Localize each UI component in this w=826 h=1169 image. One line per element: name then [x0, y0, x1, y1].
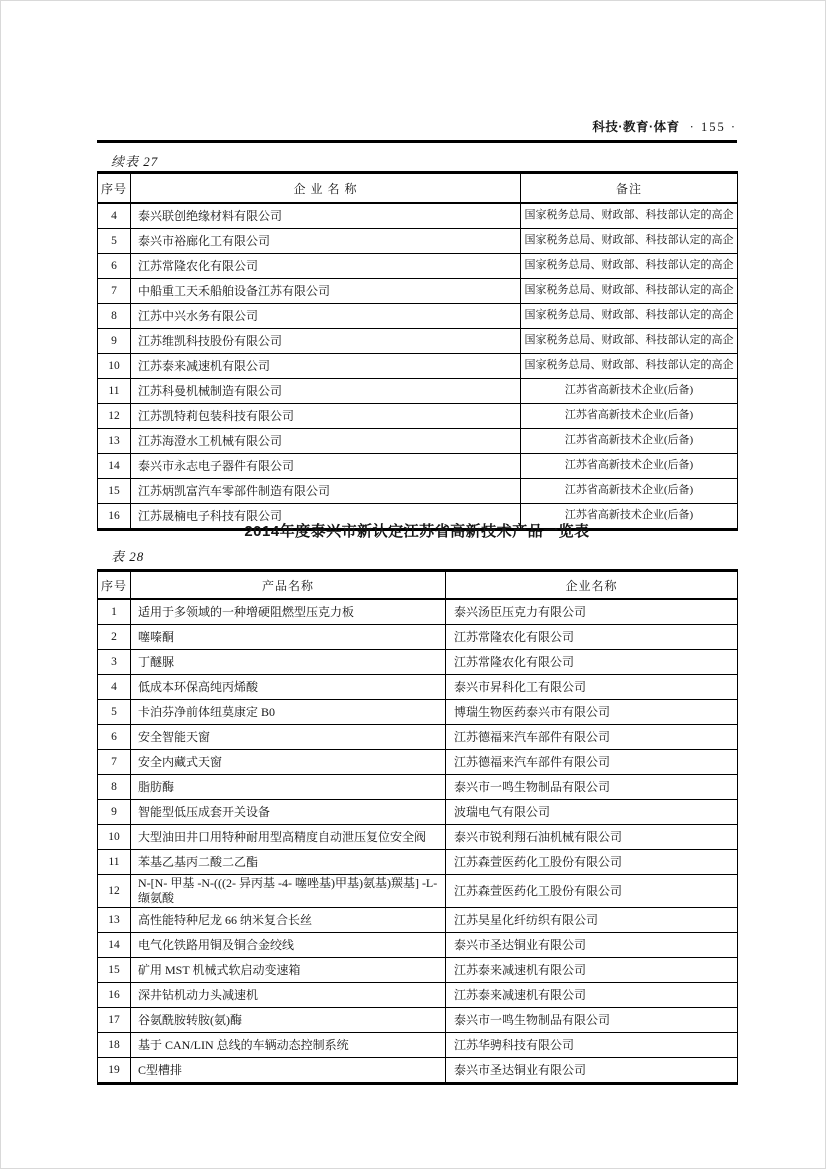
table-cell: 江苏中兴水务有限公司	[131, 304, 521, 329]
table-cell: 江苏泰来减速机有限公司	[446, 983, 738, 1008]
table-cell: 6	[98, 725, 131, 750]
table-cell: 博瑞生物医药泰兴市有限公司	[446, 700, 738, 725]
table-row	[98, 933, 738, 958]
table27-caption: 续表 27	[111, 154, 159, 169]
table-cell: 江苏华骋科技有限公司	[446, 1033, 738, 1058]
table-cell: 11	[98, 379, 131, 404]
table-cell: 江苏省高新技术企业(后备)	[521, 404, 738, 429]
table-cell: 国家税务总局、财政部、科技部认定的高企	[521, 203, 738, 229]
page-number: · 155 ·	[689, 120, 737, 134]
product-table	[97, 569, 738, 1085]
table-row	[98, 700, 738, 725]
table-cell: 4	[98, 203, 131, 229]
table-cell: 江苏海澄水工机械有限公司	[131, 429, 521, 454]
table-cell: 泰兴市锐利翔石油机械有限公司	[446, 825, 738, 850]
table-cell: 泰兴市永志电子器件有限公司	[131, 454, 521, 479]
table-cell: 电气化铁路用铜及铜合金绞线	[131, 933, 446, 958]
table-row	[98, 875, 738, 908]
table-row	[98, 229, 738, 254]
table-cell: 10	[98, 825, 131, 850]
table-cell: 泰兴市圣达铜业有限公司	[446, 1058, 738, 1084]
column-header: 企业名称	[446, 571, 738, 600]
table-cell: 矿用 MST 机械式软启动变速箱	[131, 958, 446, 983]
table-cell: 脂肪酶	[131, 775, 446, 800]
table-row	[98, 908, 738, 933]
table-cell: 6	[98, 254, 131, 279]
header-rule	[97, 140, 737, 143]
table-row	[98, 850, 738, 875]
table-cell: 江苏省高新技术企业(后备)	[521, 454, 738, 479]
column-header: 企 业 名 称	[131, 173, 521, 204]
table-cell: 14	[98, 454, 131, 479]
column-header: 序号	[98, 571, 131, 600]
table-cell: 适用于多领域的一种增硬阻燃型压克力板	[131, 599, 446, 625]
section-heading: 2014年度泰兴市新认定江苏省高新技术产品一览表	[244, 523, 590, 540]
table-row	[98, 675, 738, 700]
table-cell: 苯基乙基丙二酸二乙酯	[131, 850, 446, 875]
table-header-row	[98, 173, 738, 204]
table-cell: 15	[98, 479, 131, 504]
table-cell: 卡泊芬净前体纽莫康定 B0	[131, 700, 446, 725]
table-row	[98, 329, 738, 354]
column-header: 备注	[521, 173, 738, 204]
table-cell: 泰兴汤臣压克力有限公司	[446, 599, 738, 625]
table-cell: 安全内藏式天窗	[131, 750, 446, 775]
table-cell: 江苏省高新技术企业(后备)	[521, 429, 738, 454]
table-cell: 大型油田井口用特种耐用型高精度自动泄压复位安全阀	[131, 825, 446, 850]
table-row	[98, 775, 738, 800]
table-cell: 中船重工天禾船舶设备江苏有限公司	[131, 279, 521, 304]
table-cell: 7	[98, 750, 131, 775]
table-row	[98, 599, 738, 625]
table-row	[98, 825, 738, 850]
column-header: 产品名称	[131, 571, 446, 600]
table-cell: 泰兴市一鸣生物制品有限公司	[446, 1008, 738, 1033]
table-cell: 11	[98, 850, 131, 875]
table-cell: 江苏森萱医药化工股份有限公司	[446, 875, 738, 908]
table-cell: 江苏昊星化纤纺织有限公司	[446, 908, 738, 933]
table-cell: 江苏维凯科技股份有限公司	[131, 329, 521, 354]
table-cell: 江苏常隆农化有限公司	[446, 650, 738, 675]
table-cell: 高性能特种尼龙 66 纳米复合长丝	[131, 908, 446, 933]
table-row	[98, 625, 738, 650]
table-cell: 丁醚脲	[131, 650, 446, 675]
table-cell: 江苏省高新技术企业(后备)	[521, 379, 738, 404]
table-row	[98, 304, 738, 329]
table-cell: 9	[98, 800, 131, 825]
table-cell: 泰兴市昇科化工有限公司	[446, 675, 738, 700]
table-cell: 15	[98, 958, 131, 983]
table-cell: 4	[98, 675, 131, 700]
table-cell: 江苏常隆农化有限公司	[446, 625, 738, 650]
table-cell: 7	[98, 279, 131, 304]
table-cell: 12	[98, 404, 131, 429]
table-cell: 江苏德福来汽车部件有限公司	[446, 725, 738, 750]
table-cell: 谷氨酰胺转胺(氨)酶	[131, 1008, 446, 1033]
table-row	[98, 650, 738, 675]
table-cell: 智能型低压成套开关设备	[131, 800, 446, 825]
table-cell: 低成本环保高纯丙烯酸	[131, 675, 446, 700]
enterprise-table	[97, 171, 738, 531]
table-cell: 江苏省高新技术企业(后备)	[521, 479, 738, 504]
table-row	[98, 958, 738, 983]
table-row	[98, 279, 738, 304]
table-cell: 国家税务总局、财政部、科技部认定的高企	[521, 229, 738, 254]
table-cell: 2	[98, 625, 131, 650]
table-cell: 江苏炳凯富汽车零部件制造有限公司	[131, 479, 521, 504]
table-cell: 8	[98, 304, 131, 329]
table-cell: 14	[98, 933, 131, 958]
running-header	[97, 117, 737, 136]
table-cell: 江苏晟楠电子科技有限公司	[131, 504, 521, 530]
table-row	[98, 379, 738, 404]
table-cell: 深井钻机动力头减速机	[131, 983, 446, 1008]
table-cell: 国家税务总局、财政部、科技部认定的高企	[521, 279, 738, 304]
table-cell: 泰兴市裕廊化工有限公司	[131, 229, 521, 254]
table-row	[98, 1033, 738, 1058]
table-cell: 泰兴市圣达铜业有限公司	[446, 933, 738, 958]
table-cell: 10	[98, 354, 131, 379]
table-row	[98, 1058, 738, 1084]
table-row	[98, 479, 738, 504]
table-row	[98, 203, 738, 229]
table-cell: 安全智能天窗	[131, 725, 446, 750]
table-row	[98, 725, 738, 750]
table-cell: 5	[98, 229, 131, 254]
table-cell: 基于 CAN/LIN 总线的车辆动态控制系统	[131, 1033, 446, 1058]
running-header-section: 科技·教育·体育	[592, 120, 680, 134]
table-cell: 江苏科曼机械制造有限公司	[131, 379, 521, 404]
table-header-row	[98, 571, 738, 600]
table-cell: 江苏凯特莉包装科技有限公司	[131, 404, 521, 429]
table-cell: 江苏泰来减速机有限公司	[446, 958, 738, 983]
column-header: 序号	[98, 173, 131, 204]
table-cell: 国家税务总局、财政部、科技部认定的高企	[521, 354, 738, 379]
table-cell: 13	[98, 908, 131, 933]
table-cell: 波瑞电气有限公司	[446, 800, 738, 825]
table-cell: 3	[98, 650, 131, 675]
table-cell: 江苏省高新技术企业(后备)	[521, 504, 738, 530]
table-cell: 9	[98, 329, 131, 354]
table-cell: 江苏常隆农化有限公司	[131, 254, 521, 279]
table-cell: 18	[98, 1033, 131, 1058]
table-row	[98, 429, 738, 454]
table-cell: 国家税务总局、财政部、科技部认定的高企	[521, 254, 738, 279]
table-row	[98, 750, 738, 775]
table-cell: 5	[98, 700, 131, 725]
table-row	[98, 983, 738, 1008]
table-cell: 19	[98, 1058, 131, 1084]
table28-caption: 表 28	[111, 549, 145, 564]
table-cell: 江苏德福来汽车部件有限公司	[446, 750, 738, 775]
table-cell: C型槽排	[131, 1058, 446, 1084]
table-cell: 12	[98, 875, 131, 908]
table-row	[98, 800, 738, 825]
table-cell: 泰兴市一鸣生物制品有限公司	[446, 775, 738, 800]
table-cell: 16	[98, 504, 131, 530]
table-cell: 泰兴联创绝缘材料有限公司	[131, 203, 521, 229]
table-cell: 8	[98, 775, 131, 800]
table-row	[98, 1008, 738, 1033]
table-cell: 16	[98, 983, 131, 1008]
table-cell: 江苏泰来减速机有限公司	[131, 354, 521, 379]
table-cell: N-[N- 甲基 -N-(((2- 异丙基 -4- 噻唑基)甲基)氨基)羰基] -L- 缬氨酸	[131, 875, 446, 908]
table-cell: 江苏森萱医药化工股份有限公司	[446, 850, 738, 875]
table-row	[98, 404, 738, 429]
table-row	[98, 254, 738, 279]
table-cell: 17	[98, 1008, 131, 1033]
table-cell: 1	[98, 599, 131, 625]
table-cell: 噻嗪酮	[131, 625, 446, 650]
table-cell: 国家税务总局、财政部、科技部认定的高企	[521, 304, 738, 329]
table-row	[98, 354, 738, 379]
table-cell: 13	[98, 429, 131, 454]
page-content	[97, 0, 737, 1169]
table-row	[98, 454, 738, 479]
table-cell: 国家税务总局、财政部、科技部认定的高企	[521, 329, 738, 354]
